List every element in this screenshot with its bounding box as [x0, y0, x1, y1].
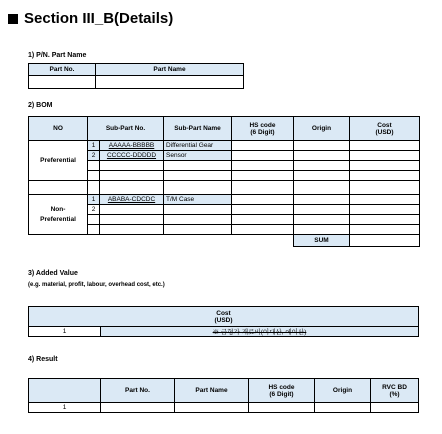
added-value-row-num: 1 — [29, 327, 101, 337]
section-title-text: Section III_B(Details) — [24, 10, 174, 27]
pref-origin-cell[interactable] — [294, 161, 350, 171]
spacer-cell — [294, 181, 350, 195]
pref-sub-part-name[interactable]: Sensor — [164, 151, 232, 161]
result-part-name-cell[interactable] — [175, 403, 249, 413]
nonpref-sub-part-name[interactable]: T/M Case — [164, 195, 232, 205]
spacer-cell — [350, 181, 420, 195]
pref-cost-cell[interactable] — [350, 151, 420, 161]
nonpref-cost-cell[interactable] — [350, 215, 420, 225]
pref-row-num: 2 — [88, 151, 100, 161]
spacer-cell — [29, 181, 88, 195]
pref-sub-part-no[interactable] — [100, 171, 164, 181]
pref-origin-cell[interactable] — [294, 171, 350, 181]
part-name-section-label: 1) P/N. Part Name — [28, 52, 87, 59]
col-origin: Origin — [294, 117, 350, 141]
result-col-origin: Origin — [315, 379, 371, 403]
nonpref-sub-part-no[interactable] — [100, 205, 164, 215]
spacer-cell — [100, 181, 164, 195]
col-sub-part-no: Sub-Part No. — [88, 117, 164, 141]
pref-hs-cell[interactable] — [232, 151, 294, 161]
pref-cost-cell[interactable] — [350, 141, 420, 151]
pref-sub-part-no[interactable]: CCCCC-DDDDD — [100, 151, 164, 161]
part-no-cell[interactable] — [29, 76, 96, 89]
section-title — [8, 10, 173, 27]
nonpref-row-num — [88, 225, 100, 235]
nonpref-cost-cell[interactable] — [350, 195, 420, 205]
result-part-no-cell[interactable] — [101, 403, 175, 413]
added-value-section-label: 3) Added Value — [28, 270, 78, 277]
sum-spacer — [29, 235, 294, 247]
nonpref-cost-cell[interactable] — [350, 205, 420, 215]
pref-hs-cell[interactable] — [232, 141, 294, 151]
section-bullet-icon — [8, 14, 18, 24]
result-origin-cell[interactable] — [315, 403, 371, 413]
nonpref-sub-part-name[interactable] — [164, 225, 232, 235]
bom-table — [28, 116, 420, 247]
pref-hs-cell[interactable] — [232, 171, 294, 181]
result-col-hs-code: HS code (6 Digit) — [249, 379, 315, 403]
col-hs-code: HS code (6 Digit) — [232, 117, 294, 141]
result-col-blank — [29, 379, 101, 403]
sum-label: SUM — [294, 235, 350, 247]
pref-sub-part-name[interactable] — [164, 171, 232, 181]
result-rvc-cell[interactable] — [371, 403, 419, 413]
spacer-cell — [164, 181, 232, 195]
result-table — [28, 378, 419, 413]
nonpref-sub-part-no[interactable]: ABABA-CDCDC — [100, 195, 164, 205]
pref-row-num — [88, 171, 100, 181]
pref-origin-cell[interactable] — [294, 141, 350, 151]
nonpref-hs-cell[interactable] — [232, 195, 294, 205]
col-part-no: Part No. — [29, 64, 96, 76]
nonpref-sub-part-name[interactable] — [164, 215, 232, 225]
added-value-note[interactable]: ※ 금형가-재료비(이대산, 에이산) — [101, 327, 419, 337]
spacer-cell — [88, 181, 100, 195]
part-name-table — [28, 63, 244, 89]
pref-origin-cell[interactable] — [294, 151, 350, 161]
pref-sub-part-no[interactable] — [100, 161, 164, 171]
col-part-name: Part Name — [96, 64, 244, 76]
pref-hs-cell[interactable] — [232, 161, 294, 171]
nonpref-sub-part-no[interactable] — [100, 225, 164, 235]
result-col-rvc: RVC BD (%) — [371, 379, 419, 403]
result-row-num: 1 — [29, 403, 101, 413]
pref-sub-part-name[interactable] — [164, 161, 232, 171]
sum-value-cell[interactable] — [350, 235, 420, 247]
nonpref-origin-cell[interactable] — [294, 195, 350, 205]
non-preferential-label: Non- Preferential — [29, 195, 88, 235]
pref-row-num: 1 — [88, 141, 100, 151]
pref-row-num — [88, 161, 100, 171]
bom-section-label: 2) BOM — [28, 102, 53, 109]
nonpref-hs-cell[interactable] — [232, 205, 294, 215]
nonpref-sub-part-name[interactable] — [164, 205, 232, 215]
result-col-part-name: Part Name — [175, 379, 249, 403]
col-sub-part-name: Sub-Part Name — [164, 117, 232, 141]
part-name-cell[interactable] — [96, 76, 244, 89]
nonpref-row-num: 1 — [88, 195, 100, 205]
nonpref-cost-cell[interactable] — [350, 225, 420, 235]
nonpref-origin-cell[interactable] — [294, 205, 350, 215]
nonpref-row-num: 2 — [88, 205, 100, 215]
added-value-sublabel: (e.g. material, profit, labour, overhead cost, etc.) — [28, 282, 165, 288]
nonpref-hs-cell[interactable] — [232, 225, 294, 235]
nonpref-sub-part-no[interactable] — [100, 215, 164, 225]
pref-sub-part-no[interactable]: AAAAA-BBBBB — [100, 141, 164, 151]
result-hs-cell[interactable] — [249, 403, 315, 413]
spacer-cell — [232, 181, 294, 195]
col-no: NO — [29, 117, 88, 141]
nonpref-origin-cell[interactable] — [294, 215, 350, 225]
nonpref-hs-cell[interactable] — [232, 215, 294, 225]
col-cost: Cost (USD) — [350, 117, 420, 141]
result-section-label: 4) Result — [28, 356, 58, 363]
result-col-part-no: Part No. — [101, 379, 175, 403]
pref-cost-cell[interactable] — [350, 161, 420, 171]
pref-cost-cell[interactable] — [350, 171, 420, 181]
pref-sub-part-name[interactable]: Differential Gear — [164, 141, 232, 151]
added-value-table — [28, 306, 419, 337]
nonpref-row-num — [88, 215, 100, 225]
added-value-cost-header: Cost (USD) — [29, 307, 419, 327]
preferential-label: Preferential — [29, 141, 88, 181]
nonpref-origin-cell[interactable] — [294, 225, 350, 235]
